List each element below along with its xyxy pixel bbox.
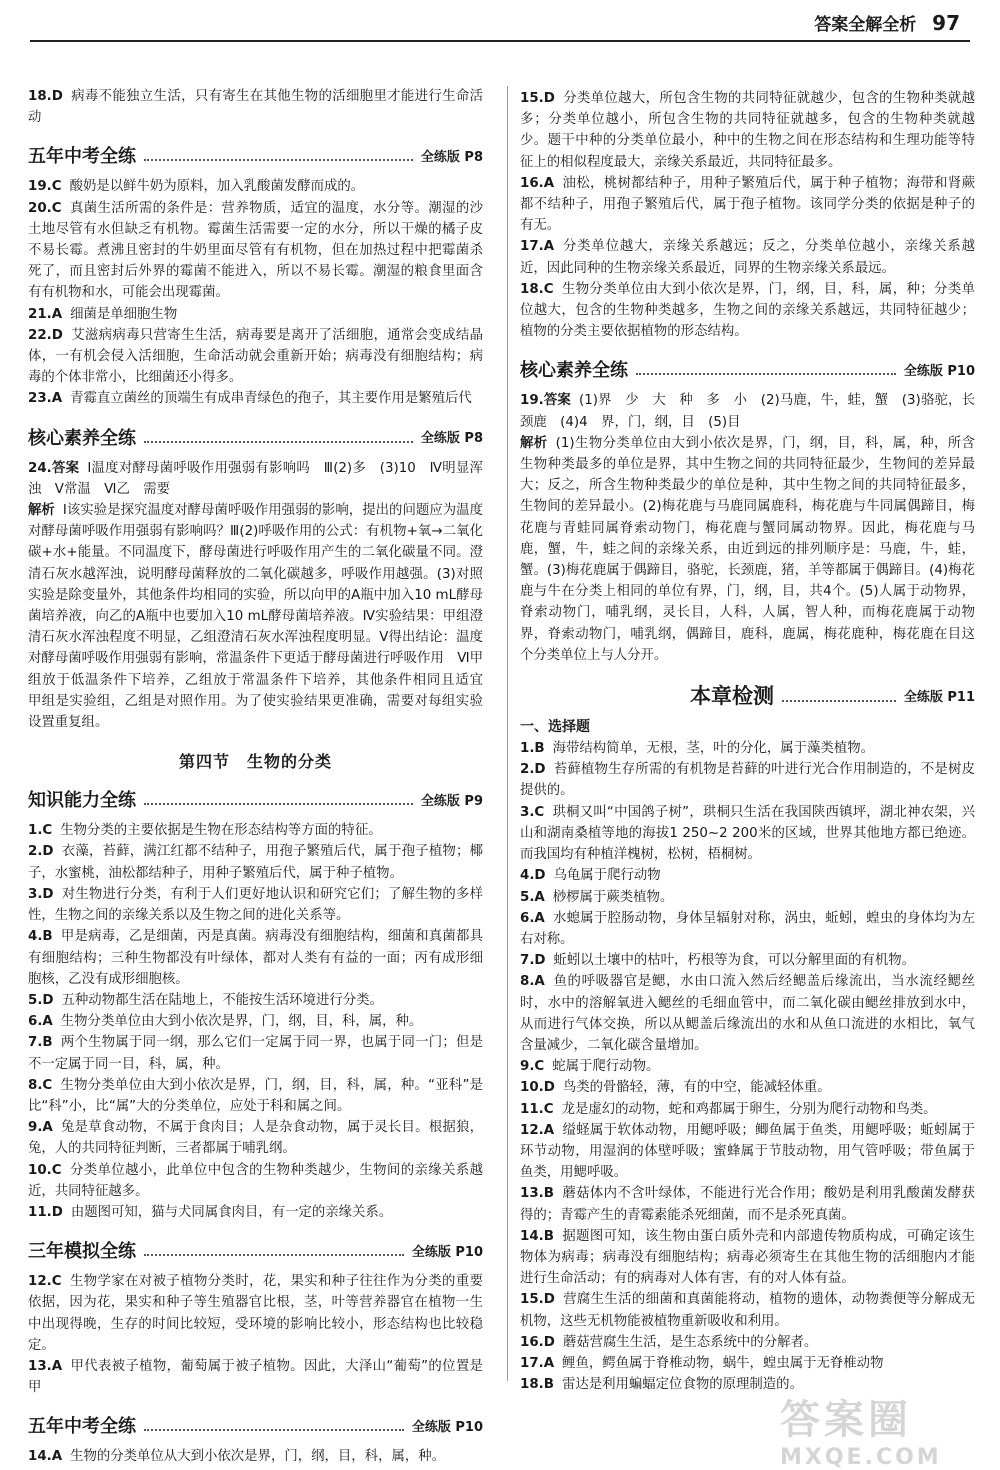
answer-item <box>520 950 975 971</box>
answer-number: 17.A <box>520 1355 555 1371</box>
answer-number: 22.D <box>28 327 63 343</box>
watermark-logo <box>780 1388 970 1470</box>
answer-text: 鱼的呼吸器官是鳃，水由口流入然后经鳃盖后缘流出，当水流经鳃丝时，水中的溶解氧进入鳃丝的毛细血管中，而二氧化碳由鳃丝排放到水中，从而进行气体交换，所以从鳃盖后缘流出的水和从鱼口流进的水相比，氧气含量减少，二氧化碳含量增加。 <box>520 974 975 1053</box>
answer-text: Ⅰ该实验是探究温度对酵母菌呼吸作用强弱的影响，提出的问题应为温度对酵母菌呼吸作用强弱有影响吗？Ⅲ(2)呼吸作用的公式：有机物+氧→二氧化碳+水+能量。不同温度下，酵母菌进行呼吸作用产生的二氧化碳量不同。澄清石灰水越浑浊，说明酵母菌释放的二氧化碳越多，呼吸作用越强。(3)对照实验是除变量外，其他条件均相同的实验，所以向甲的A瓶中加入10 mL酵母菌培养液，向乙的A瓶中也要加入10 mL酵母菌培养液。Ⅳ实验结果：甲组澄清石灰水浑浊程度不明显，乙组澄清石灰水浑浊程度明显。Ⅴ得出结论：温度对酵母菌呼吸作用强弱有影响，常温条件下更适于酵母菌进行呼吸作用 Ⅵ甲组放于低温条件下培养，乙组放于常温条件下培养，其他条件相同且适宜 甲组是实验组，乙组是对照作用。为了使实验结果更准确，需要对每组实验设置重复组。 <box>28 503 497 731</box>
answer-item <box>520 759 975 801</box>
answer-item <box>28 1075 483 1117</box>
leader-dots <box>144 431 413 443</box>
answer-item <box>28 1011 483 1032</box>
answer-number: 19.C <box>28 179 62 195</box>
answer-text: 分类单位越小，此单位中包含的生物种类越少，生物间的亲缘关系越近，共同特征越多。 <box>28 1162 483 1199</box>
answer-item <box>520 887 975 908</box>
right-column <box>520 88 975 1395</box>
section-items <box>28 458 497 734</box>
answer-number: 5.D <box>28 992 54 1008</box>
answer-number: 5.A <box>520 889 545 905</box>
chapter-header <box>520 680 975 710</box>
answer-item <box>520 865 975 886</box>
answer-number: 15.D <box>520 1292 555 1308</box>
answer-text: Ⅰ温度对酵母菌呼吸作用强弱有影响吗 Ⅲ(2)多 (3)10 Ⅳ明显浑浊 Ⅴ常温 Ⅵ乙 需要 <box>28 460 483 497</box>
answer-number: 18.C <box>520 281 554 297</box>
answer-number: 19.答案 <box>520 393 571 409</box>
section-ref: 全练版 P10 <box>903 363 975 379</box>
answer-item <box>520 971 975 1056</box>
answer-number: 2.D <box>520 762 546 778</box>
answer-number: 16.D <box>520 1334 555 1350</box>
leader-dots <box>144 793 413 805</box>
lesson-title: 第四节 生物的分类 <box>178 752 332 772</box>
answer-item <box>520 1077 975 1098</box>
answer-number: 10.D <box>520 1080 555 1096</box>
answer-number: 13.A <box>28 1358 63 1374</box>
answer-item <box>28 176 483 197</box>
answer-item <box>28 500 497 733</box>
answer-number: 1.C <box>28 823 53 839</box>
left-column <box>28 86 497 1468</box>
answer-text: 缢蛏属于软体动物，用鳃呼吸；鲫鱼属于鱼类，用鳃呼吸；蚯蚓属于环节动物，用湿润的体壁呼吸；蜜蜂属于节肢动物，用气管呼吸；带鱼属于鱼类，用鳃呼吸。 <box>520 1122 975 1181</box>
section-title: 核心素养全练 <box>28 427 136 449</box>
answer-number: 10.C <box>28 1162 62 1178</box>
subheading: 一、选择题 <box>520 719 590 736</box>
answer-number: 11.D <box>28 1204 63 1220</box>
header-rule <box>30 40 970 42</box>
answer-number: 4.D <box>520 868 546 884</box>
answer-text: 分类单位越大，亲缘关系越远；反之，分类单位越小，亲缘关系越近，因此同种的生物亲缘关系最近，同界的生物亲缘关系最远。 <box>520 239 975 276</box>
answer-item <box>28 1202 483 1223</box>
answer-text: 营腐生生活的细菌和真菌能将动，植物的遗体，动物粪便等分解成无机物，这些无机物能被植物重新吸收和利用。 <box>520 1292 975 1329</box>
answer-item <box>28 304 483 325</box>
answer-text: 分类单位越大，所包含生物的共同特征就越少，包含的生物种类就越多；分类单位越小，所包含生物的共同特征就越多，包含的生物种类就越少。题干中种的分类单位最小，种中的生物之间在形态结构和生理功能等特征上的相似程度最大，亲缘关系最近，共同特征最多。 <box>520 91 975 170</box>
answer-text: 衣藻，苔藓，满江红都不结种子，用孢子繁殖后代，属于孢子植物；椰子，水蜜桃，油松都结种子，用种子繁殖后代，属于种子植物。 <box>28 844 483 881</box>
answer-text: 海带结构简单，无根，茎，叶的分化，属于藻类植物。 <box>552 741 874 757</box>
answer-number: 7.B <box>28 1035 53 1051</box>
section-items <box>520 390 975 666</box>
answer-item <box>520 88 975 173</box>
chapter-items <box>520 738 975 1395</box>
answer-text: 艾滋病病毒只营寄生生活，病毒要是离开了活细胞，通常会变成结晶体，一有机会侵入活细胞，生命活动就会重新开始；病毒没有细胞结构；病毒的个体非常小，比细菌还小得多。 <box>28 327 483 386</box>
answer-number: 12.C <box>28 1274 62 1290</box>
chapter-title: 本章检测 <box>690 684 774 709</box>
answer-number: 8.C <box>28 1077 53 1093</box>
answer-item <box>520 1183 975 1225</box>
answer-item <box>520 1226 975 1290</box>
answer-text: 生物分类单位由大到小依次是界，门，纲，目，科，属，种。 <box>60 1014 423 1030</box>
answer-text: 真菌生活所需的条件是：营养物质，适宜的温度，水分等。潮湿的沙土地尽管有水但缺乏有机物。霉菌生活需要一定的水分，所以干燥的橘子皮不易长霉。煮沸且密封的牛奶里面尽管有有机物，但在加热过程中把霉菌杀死了，而且密封后外界的霉菌不能进入，所以不易长霉。潮湿的粮食里面含有有机物和水，可能会出现霉菌。 <box>28 200 483 301</box>
answer-item <box>28 1271 483 1356</box>
section-header <box>28 786 483 812</box>
section-title: 五年中考全练 <box>28 146 136 168</box>
section-title: 三年模拟全练 <box>28 1241 136 1263</box>
answer-text: 苔藓植物生存所需的有机物是苔藓的叶进行光合作用制造的，不是树皮提供的。 <box>520 762 975 799</box>
answer-item <box>28 458 483 500</box>
answer-text: 两个生物属于同一纲，那么它们一定属于同一界，也属于同一门；但是不一定属于同一目，科，属，种。 <box>28 1035 483 1072</box>
answer-number: 18.B <box>520 1377 554 1393</box>
section-items <box>28 176 483 409</box>
answer-number: 13.B <box>520 1186 554 1202</box>
answer-item <box>520 1353 975 1374</box>
answer-item <box>28 1446 483 1467</box>
watermark-text: 答案圈 <box>780 1397 912 1443</box>
answer-text: 龙是虚幻的动物，蛇和鸡都属于卵生，分别为爬行动物和鸟类。 <box>561 1101 937 1117</box>
answer-text: 五种动物都生活在陆地上，不能按生活环境进行分类。 <box>61 992 383 1008</box>
answer-number: 解析 <box>28 503 55 519</box>
answer-number: 4.B <box>28 929 53 945</box>
answer-text: 桫椤属于蕨类植物。 <box>552 889 674 905</box>
section-title: 五年中考全练 <box>28 1416 136 1438</box>
answer-item <box>28 820 483 841</box>
answer-text: 生物的分类单位从大到小依次是界，门，纲，目，科，属，种。 <box>70 1449 446 1465</box>
answer-text: 病毒不能独立生活，只有寄生在其他生物的活细胞里才能进行生命活动 <box>28 89 483 126</box>
answer-item <box>520 1056 975 1077</box>
answer-item <box>520 1332 975 1353</box>
answer-number: 3.C <box>520 804 545 820</box>
section-title: 核心素养全练 <box>520 360 628 382</box>
answer-number: 9.A <box>28 1120 53 1136</box>
section-ref: 全练版 P9 <box>420 793 483 809</box>
leader-dots <box>144 1419 404 1431</box>
answer-item <box>28 1032 483 1074</box>
answer-number: 15.D <box>520 91 555 106</box>
answer-item <box>520 908 975 950</box>
answer-number: 20.C <box>28 200 62 216</box>
answer-item <box>28 884 483 926</box>
answer-text: 水螅属于腔肠动物，身体呈辐射对称，涡虫，蚯蚓，蝗虫的身体均为左右对称。 <box>520 910 975 947</box>
answer-number: 2.D <box>28 844 54 860</box>
answer-number: 1.B <box>520 741 545 757</box>
answer-text: 由题图可知，猫与犬同属食肉目，有一定的亲缘关系。 <box>70 1204 393 1220</box>
section-items <box>28 1446 483 1467</box>
answer-text: 蛇属于爬行动物。 <box>552 1059 660 1075</box>
answer-item <box>28 926 483 990</box>
answer-number: 17.A <box>520 239 555 255</box>
answer-item <box>28 1160 483 1202</box>
answer-item <box>520 1289 975 1331</box>
answer-number: 24.答案 <box>28 460 80 476</box>
answer-text: 青霉直立菌丝的顶端生有成串青绿色的孢子，其主要作用是繁殖后代 <box>70 391 472 407</box>
answer-item <box>28 841 483 883</box>
leader-dots <box>636 363 896 375</box>
answer-item <box>28 86 483 128</box>
section-title: 知识能力全练 <box>28 790 136 812</box>
answer-item <box>28 1117 483 1159</box>
answer-number: 18.D <box>28 89 63 104</box>
answer-number: 6.A <box>520 910 545 926</box>
section-ref: 全练版 P10 <box>411 1244 483 1260</box>
leader-dots <box>144 1244 404 1256</box>
answer-text: 生物分类单位由大到小依次是界，门，纲，目，科，属，种。“亚科”是比“科”小，比“属”大的分类单位，应处于科和属之间。 <box>28 1077 483 1114</box>
answer-text: 甲是病毒，乙是细菌，丙是真菌。病毒没有细胞结构，细菌和真菌都具有细胞结构；三种生物都没有叶绿体，都对人类有有益的一面；丙有成形细胞核，乙没有成形细胞核。 <box>28 929 483 987</box>
answer-item <box>520 279 975 343</box>
answer-item <box>28 990 483 1011</box>
answer-text: 鸟类的骨骼轻，薄，有的中空，能减轻体重。 <box>562 1080 831 1096</box>
section-ref: 全练版 P8 <box>420 431 483 447</box>
answer-text: 酸奶是以鲜牛奶为原料，加入乳酸菌发酵而成的。 <box>69 179 365 195</box>
answer-text: 生物分类单位由大到小依次是界，门，纲，目，科，属，种；分类单位越大，包含的生物种类越多，生物之间的亲缘关系越远，共同特征越少；植物的分类主要依据植物的形态结构。 <box>520 281 975 340</box>
answer-number: 16.A <box>520 175 555 191</box>
answer-item <box>520 433 975 666</box>
answer-number: 解析 <box>520 435 548 451</box>
answer-text: (1)界 少 大 种 多 小 (2)马鹿，牛，蛙，蟹 (3)骆驼，长颈鹿 (4)4 界，门，纲，目 (5)目 <box>520 393 975 430</box>
answer-text: 蘑菇体内不含叶绿体，不能进行光合作用；酸奶是利用乳酸菌发酵获得的；青霉产生的青霉素能杀死细菌，而不是杀死真菌。 <box>520 1186 975 1223</box>
answer-number: 12.A <box>520 1122 555 1138</box>
answer-number: 9.C <box>520 1059 545 1075</box>
answer-number: 14.B <box>520 1228 554 1244</box>
header-title: 答案全解全析 <box>814 15 917 35</box>
answer-item <box>520 1120 975 1184</box>
answer-text: 蘑菇营腐生生活，是生态系统中的分解者。 <box>562 1334 818 1350</box>
page-number: 97 <box>932 11 960 35</box>
answer-text: 据题图可知，该生物由蛋白质外壳和内部遗传物质构成，可确定该生物体为病毒；病毒没有细胞结构；病毒必须寄生在其他生物的活细胞内才能进行生命活动；有的病毒对人体有害，有的对人体有益。 <box>520 1228 975 1287</box>
answer-text: 细菌是单细胞生物 <box>70 306 178 322</box>
answer-item <box>520 738 975 759</box>
answer-text: 鲤鱼，鳄鱼属于脊椎动物，蜗牛，蝗虫属于无脊椎动物 <box>562 1355 884 1371</box>
answer-item <box>28 388 483 409</box>
answer-text: (1)生物分类单位由大到小依次是界，门，纲，目，科，属，种，所含生物种类最多的单位是界，其中生物之间的共同特征最少，生物间的差异最大；反之，所含生物种类最少的单位是种，其中生物之间的共同特征最多，生物间的差异最小。(2)梅花鹿与马鹿同属鹿科，梅花鹿与牛同属偶蹄目，梅花鹿与青蛙同属脊索动物门，梅花鹿与蟹同属动物界。因此，梅花鹿与马鹿，蟹，牛，蛙之间的亲缘关系，由近到远的排列顺序是：马鹿，牛，蛙，蟹。(3)梅花鹿属于偶蹄目，骆驼，长颈鹿，猪，羊等都属于偶蹄目。(4)梅花鹿与牛在分类上相同的单位有界，门，纲，目，共4个。(5)人属于动物界，脊索动物门，哺乳纲，灵长目，人科，人属，智人种，而梅花鹿属于动物界，脊索动物门，哺乳纲，偶蹄目，鹿科，鹿属，梅花鹿种，梅花鹿在目这个分类单位上与人分开。 <box>520 435 976 663</box>
answer-text: 生物分类的主要依据是生物在形态结构等方面的特征。 <box>60 823 382 839</box>
answer-number: 21.A <box>28 306 63 322</box>
answer-item <box>28 1356 483 1398</box>
answer-item <box>28 198 483 304</box>
answer-number: 23.A <box>28 391 63 407</box>
left-pre-items <box>28 86 483 128</box>
answer-item <box>520 236 975 278</box>
answer-item <box>520 1099 975 1120</box>
section-items <box>28 1271 483 1398</box>
answer-number: 6.A <box>28 1014 53 1030</box>
section-items <box>28 820 483 1223</box>
leader-dots <box>144 149 413 161</box>
watermark-url: MXQE.COM <box>780 1445 942 1470</box>
answer-text: 生物学家在对被子植物分类时，花，果实和种子往往作为分类的重要依据，因为花，果实和种子等生殖器官比根，茎，叶等营养器官在植物一生中出现得晚，生存的时间比较短，受环境的影响比较小，形态结构也比较稳定。 <box>28 1274 483 1353</box>
answer-number: 11.C <box>520 1101 554 1117</box>
right-pre-items <box>520 88 975 342</box>
chapter-ref: 全练版 P11 <box>903 689 975 705</box>
section-header <box>28 1412 483 1438</box>
answer-number: 14.A <box>28 1449 63 1465</box>
answer-item <box>520 173 975 237</box>
answer-text: 油松，桃树都结种子，用种子繁殖后代，属于种子植物；海带和肾蕨都不结种子，用孢子繁殖后代，属于孢子植物。该同学分类的依据是种子的有无。 <box>520 175 975 234</box>
section-header <box>28 142 483 168</box>
answer-item <box>520 390 975 432</box>
section-header <box>28 1237 483 1263</box>
section-header <box>28 424 483 450</box>
answer-number: 3.D <box>28 886 54 902</box>
section-ref: 全练版 P10 <box>411 1419 483 1435</box>
answer-text: 兔是草食动物，不属于食肉目；人是杂食动物，属于灵长目。根据狼，兔，人的共同特征判断，三者都属于哺乳纲。 <box>28 1120 483 1157</box>
answer-text: 乌龟属于爬行动物 <box>553 868 661 884</box>
section-header <box>520 356 975 382</box>
answer-item <box>28 325 483 389</box>
column-divider <box>507 86 508 1381</box>
answer-number: 7.D <box>520 953 546 969</box>
answer-text: 对生物进行分类，有利于人们更好地认识和研究它们；了解生物的多样性，生物之间的亲缘关系以及生物之间的进化关系等。 <box>28 886 483 924</box>
leader-dots <box>782 688 896 702</box>
answer-text: 甲代表被子植物，葡萄属于被子植物。因此，大泽山“葡萄”的位置是甲 <box>28 1358 483 1396</box>
answer-item <box>520 802 975 866</box>
answer-text: 蚯蚓以土壤中的枯叶，朽根等为食，可以分解里面的有机物。 <box>553 953 916 969</box>
answer-text: 雷达是利用蝙蝠定位食物的原理制造的。 <box>561 1377 803 1393</box>
section-ref: 全练版 P8 <box>420 149 483 165</box>
answer-text: 珙桐又叫“中国鸽子树”，珙桐只生活在我国陕西镇坪，湖北神农架，兴山和湖南桑植等地的海拔1 250~2 200米的区域，世界其他地方都已绝迹。而我国均有种植洋槐树，松树，梧桐树。 <box>520 804 975 863</box>
page-header <box>814 10 960 35</box>
answer-number: 8.A <box>520 974 545 990</box>
